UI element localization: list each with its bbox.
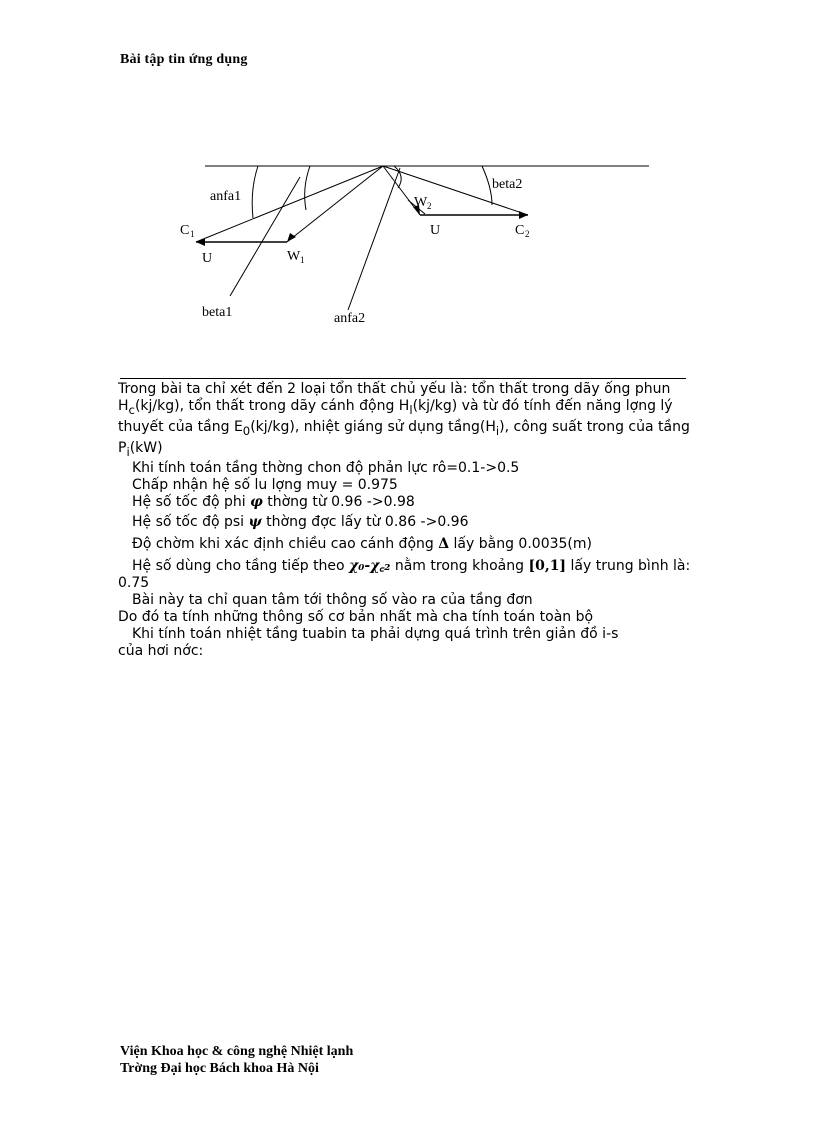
label-c1-sub: 1 (190, 229, 195, 239)
label-c2: C (515, 223, 525, 238)
line-steam: của hơi nớc: (118, 643, 204, 660)
line-psi: Hệ số tốc độ psi ψ thờng đợc lấy từ 0.86 ->0.96 (132, 514, 469, 531)
line-is-diagram: Khi tính toán nhiệt tầng tuabin ta phải dựng quá trình trên giản đồ i-s (132, 626, 619, 643)
u2-arrowhead (519, 211, 528, 219)
label-u1: U (202, 251, 213, 266)
body-text (118, 381, 700, 660)
line-basic-params: Do đó ta tính những thông số cơ bản nhất mà cha tính toán toàn bộ (118, 609, 594, 626)
u1-arrowhead (196, 238, 205, 246)
line-delta: Độ chờm khi xác định chiều cao cánh động Δ lấy bằng 0.0035(m) (132, 536, 592, 553)
velocity-triangle-diagram (0, 0, 816, 360)
footer-institute: Viện Khoa học & công nghệ Nhiệt lạnh (120, 1044, 354, 1059)
anfa2-line (348, 168, 400, 310)
label-anfa1: anfa1 (210, 189, 242, 204)
w1-arrowhead (287, 233, 296, 242)
line-flow-coef: Chấp nhận hệ số lu lợng muy = 0.975 (132, 477, 398, 494)
psi-symbol: ψ (248, 514, 262, 531)
line-single-stage: Bài này ta chỉ quan tâm tới thông số vào ra của tầng đơn (132, 592, 533, 609)
delta-symbol: Δ (438, 536, 450, 553)
label-beta1: beta1 (202, 305, 233, 320)
label-c2-sub: 2 (525, 229, 530, 239)
chi-symbol: χ₀-χ꜀₂ (349, 558, 391, 575)
line-reaction: Khi tính toán tầng thờng chon độ phản lực rô=0.1->0.5 (132, 460, 520, 477)
range-symbol: [0,1] (528, 558, 567, 575)
label-w2: W (414, 195, 428, 210)
label-c1: C (180, 223, 190, 238)
line-chi: Hệ số dùng cho tầng tiếp theo χ₀-χ꜀₂ nằm trong khoảng [0,1] lấy trung bình là: 0.75 (118, 558, 691, 592)
beta1-arc (305, 166, 310, 210)
label-w2-sub: 2 (427, 201, 432, 211)
phi-symbol: φ (250, 494, 263, 511)
paragraph-losses: Trong bài ta chỉ xét đến 2 loại tổn thất chủ yếu là: tổn thất trong dãy ống phun $H_c(kj/kg)$, tổn thất trong dãy cánh động $H_l(kj/kg)$ và từ đó tính đến năng lợng lý thuyết của tầng $E_0(kj/kg)$, nhiệt giáng sử dụng $tầng(H_i)$, công suất trong của tầng $P_i(kW)$ (118, 381, 690, 459)
label-anfa2: anfa2 (334, 311, 366, 326)
page-footer (120, 1043, 353, 1077)
anfa1-arc (252, 166, 258, 218)
label-w1-sub: 1 (300, 255, 305, 265)
line-phi: Hệ số tốc độ phi φ thờng từ 0.96 ->0.98 (132, 494, 415, 511)
label-u2: U (430, 223, 441, 238)
beta2-arc (482, 166, 492, 205)
label-w1: W (287, 249, 301, 264)
section-divider (120, 378, 686, 379)
w1-line (287, 166, 383, 242)
c1-line (196, 166, 383, 242)
footer-university: Trờng Đại học Bách khoa Hà Nội (120, 1061, 319, 1076)
label-beta2: beta2 (492, 177, 523, 192)
page-header: Bài tập tin ứng dụng (120, 52, 248, 67)
